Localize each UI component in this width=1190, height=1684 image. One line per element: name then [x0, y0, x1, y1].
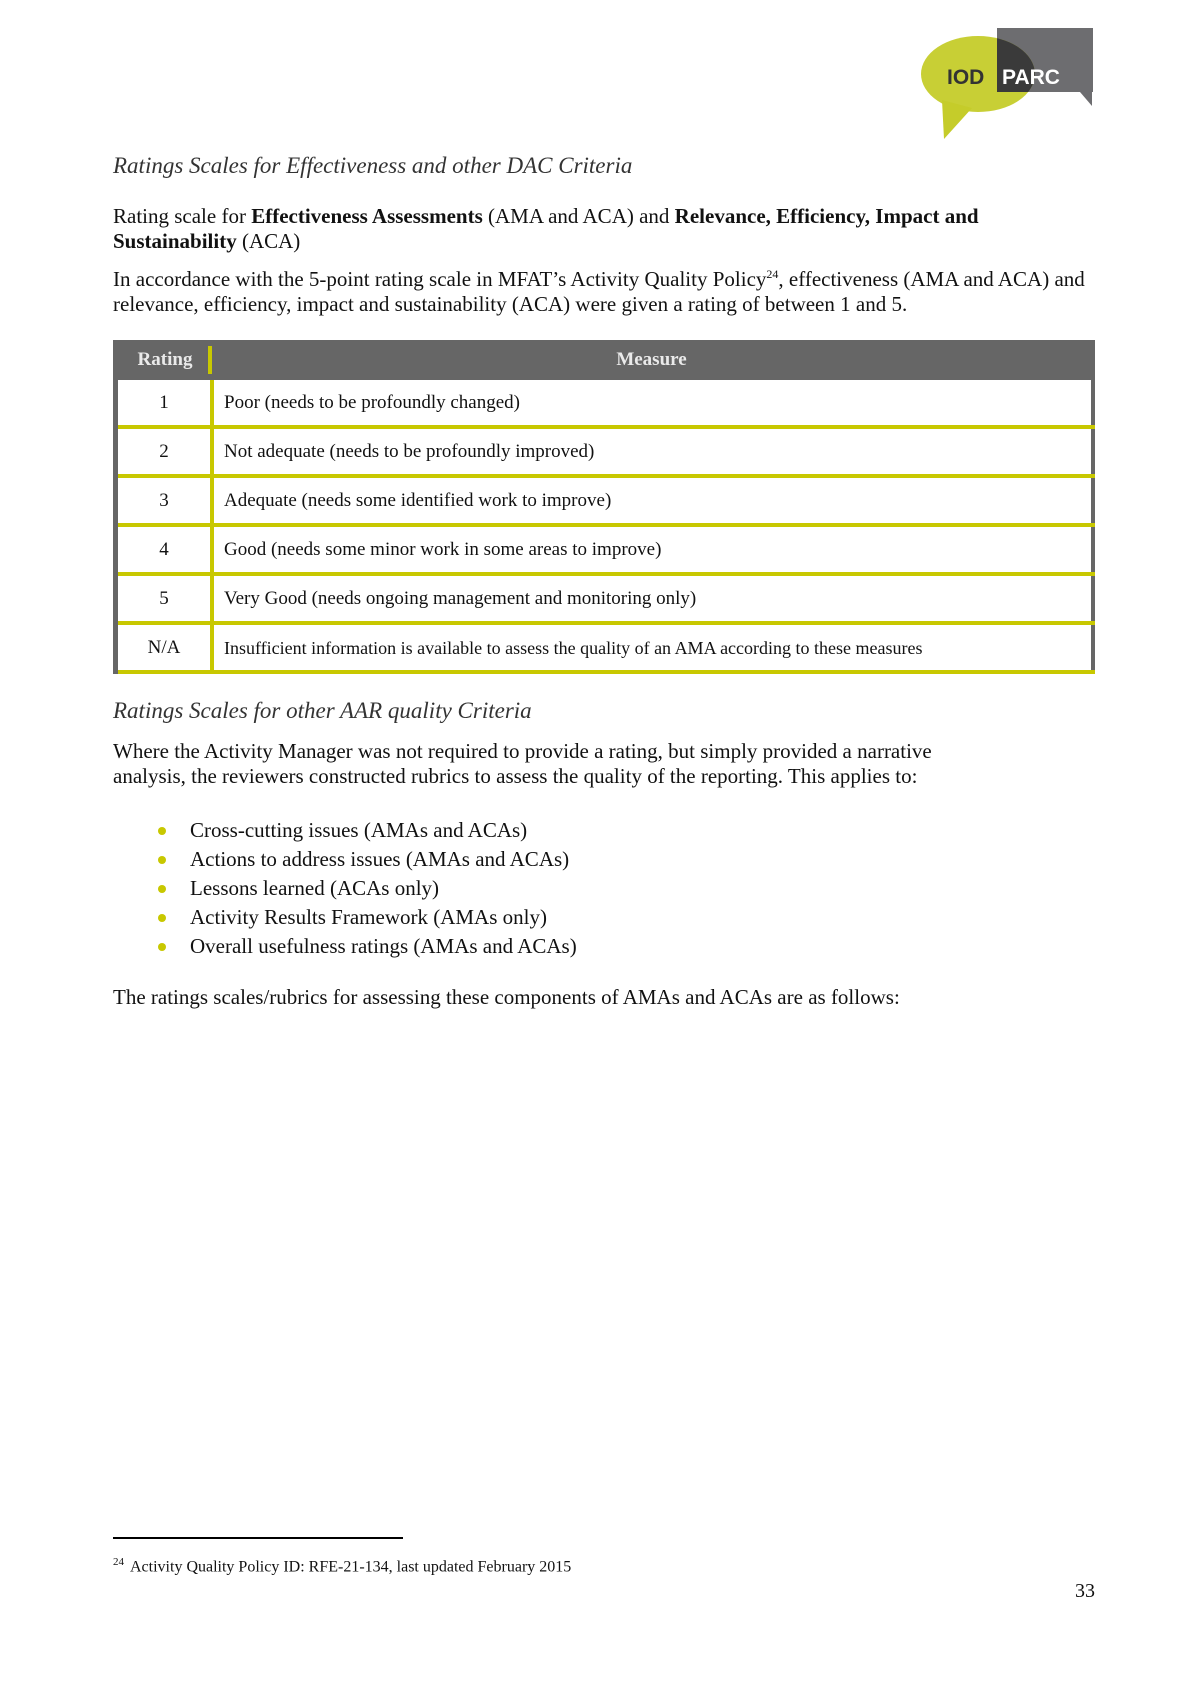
column-header-measure: Measure	[212, 340, 1093, 380]
column-header-rating: Rating	[116, 340, 213, 380]
table-row	[116, 380, 1094, 427]
rating-cell: 3	[116, 476, 213, 525]
table-header-row	[116, 340, 1094, 380]
list-item: Overall usefulness ratings (AMAs and ACAs)	[113, 932, 577, 961]
list-item: Cross-cutting issues (AMAs and ACAs)	[113, 816, 577, 845]
bullet-icon	[158, 885, 166, 893]
section1-subheading: Rating scale for Effectiveness Assessments (AMA and ACA) and Relevance, Efficiency, Impact and Sustainability (ACA)	[113, 204, 979, 253]
page-number: 33	[1075, 1580, 1095, 1602]
footnote-number: 24	[113, 1556, 124, 1568]
measure-cell: Poor (needs to be profoundly changed)	[212, 380, 1093, 427]
rating-cell: 5	[116, 574, 213, 623]
bullet-icon	[158, 943, 166, 951]
section2-heading: Ratings Scales for other AAR quality Criteria	[113, 698, 532, 723]
footnote: $^{24}$ Activity Quality Policy ID: RFE-21-134, last updated February 2015	[113, 1556, 572, 1576]
rating-scale-table	[113, 340, 1095, 674]
rating-cell: 2	[116, 427, 213, 476]
table-row	[116, 525, 1094, 574]
logo-text-parc: PARC	[1002, 66, 1060, 89]
section1-intro: In accordance with the 5-point rating scale in MFAT’s Activity Quality Policy$^{24}$, effectiveness (AMA and ACA) and relevance, efficiency, impact and sustainability (ACA) were given a rating of between 1 and 5.	[113, 267, 1085, 316]
measure-cell: Insufficient information is available to assess the quality of an AMA according to these measures	[212, 623, 1093, 672]
iodparc-logo	[920, 26, 1100, 144]
measure-cell: Adequate (needs some identified work to improve)	[212, 476, 1093, 525]
bullet-icon	[158, 914, 166, 922]
bullet-icon	[158, 827, 166, 835]
footnote-ref[interactable]: 24	[766, 267, 779, 281]
list-item: Activity Results Framework (AMAs only)	[113, 903, 577, 932]
measure-cell: Very Good (needs ongoing management and monitoring only)	[212, 574, 1093, 623]
footnote-divider	[113, 1537, 403, 1539]
list-item: Actions to address issues (AMAs and ACAs)	[113, 845, 577, 874]
section1-heading: Ratings Scales for Effectiveness and other DAC Criteria	[113, 153, 633, 178]
table-row	[116, 427, 1094, 476]
table-row	[116, 623, 1094, 672]
section2-closing: The ratings scales/rubrics for assessing these components of AMAs and ACAs are as follows:	[113, 985, 900, 1009]
bullet-icon	[158, 856, 166, 864]
rating-cell: 4	[116, 525, 213, 574]
table-row	[116, 476, 1094, 525]
criteria-bullet-list	[113, 816, 577, 961]
list-item: Lessons learned (ACAs only)	[113, 874, 577, 903]
section2-intro: Where the Activity Manager was not required to provide a rating, but simply provided a narrative analysis, the reviewers constructed rubrics to assess the quality of the reporting. This applies to:	[113, 739, 932, 788]
logo-graphic	[920, 26, 1100, 144]
logo-text-iod: IOD	[947, 66, 985, 89]
measure-cell: Good (needs some minor work in some areas to improve)	[212, 525, 1093, 574]
rating-cell: 1	[116, 380, 213, 427]
rating-cell: N/A	[116, 623, 213, 672]
measure-cell: Not adequate (needs to be profoundly improved)	[212, 427, 1093, 476]
table-row	[116, 574, 1094, 623]
